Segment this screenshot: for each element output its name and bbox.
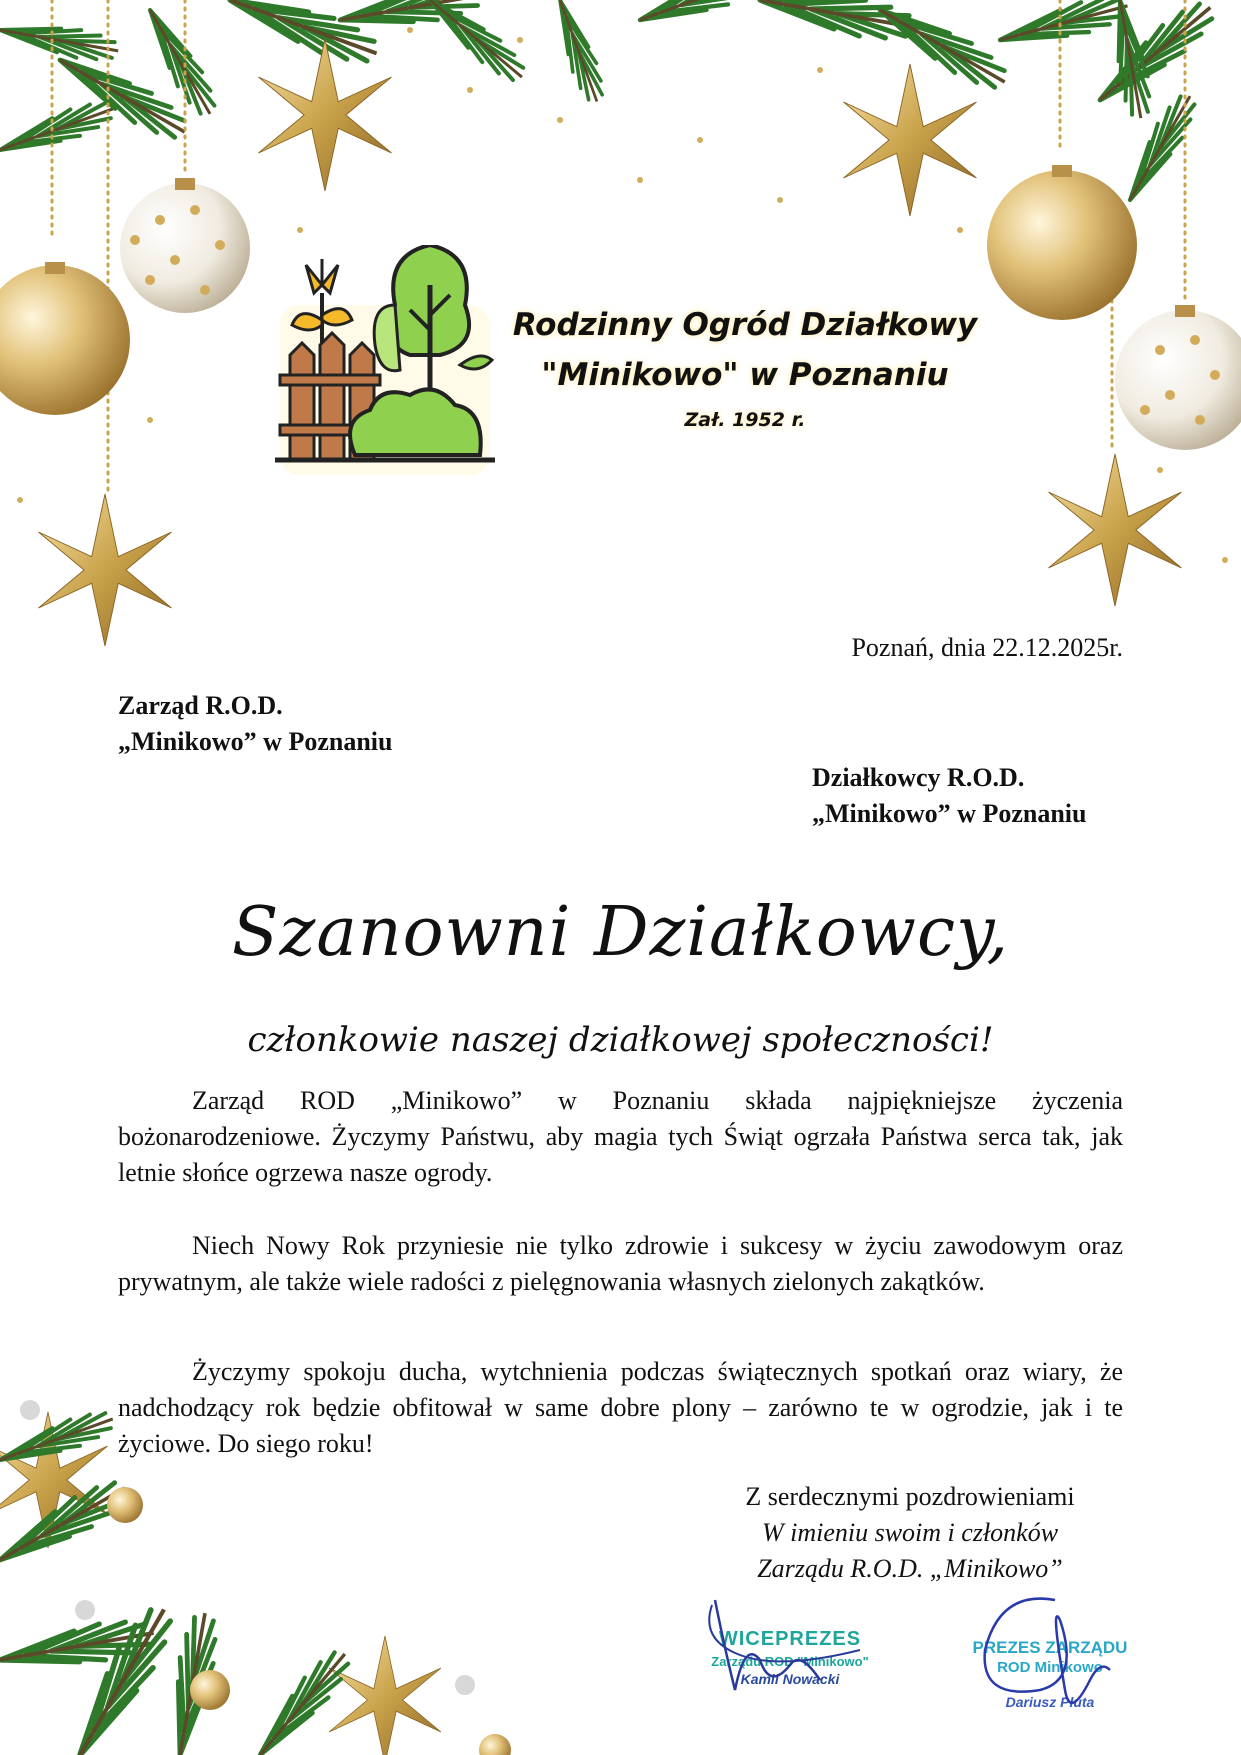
closing-line-1: Z serdecznymi pozdrowieniami bbox=[745, 1482, 1075, 1511]
logo-founded: Zał. 1952 r. bbox=[684, 409, 806, 431]
recipient-block bbox=[812, 760, 1087, 832]
president-stamp-title: PREZES ZARZĄDU bbox=[972, 1638, 1128, 1657]
sender-line-2: „Minikowo” w Poznaniu bbox=[118, 727, 393, 756]
letter-date: Poznań, dnia 22.12.2025r. bbox=[851, 633, 1123, 662]
body-paragraph-1: Zarząd ROD „Minikowo” w Poznaniu składa najpiękniejsze życzenia bożonarodzeniowe. Życzymy Państwu, aby magia tych Świąt ogrzała Państwa serca tak, jak letnie słońce ogrzewa nasze ogrody. bbox=[118, 1086, 1123, 1187]
president-stamp-org: ROD Minikowo bbox=[997, 1659, 1103, 1676]
garden-logo-icon bbox=[270, 245, 500, 475]
closing-line-2: W imieniu swoim i członków bbox=[761, 1518, 1059, 1547]
closing-block bbox=[700, 1479, 1120, 1587]
body-paragraph-2: Niech Nowy Rok przyniesie nie tylko zdrowie i sukcesy w życiu zawodowym oraz prywatnym, ale także wiele radości z pielęgnowania własnych zielonych zakątków. bbox=[118, 1231, 1123, 1296]
president-stamp bbox=[970, 1638, 1130, 1710]
closing-line-3: Zarządu R.O.D. „Minikowo” bbox=[757, 1554, 1063, 1583]
garden-logo bbox=[270, 245, 990, 475]
body-paragraph-3: Życzymy spokoju ducha, wytchnienia podczas świątecznych spotkań oraz wiary, że nadchodzący rok będzie obfitował w same dobre plony – zarówno te w ogrodzie, jak i te życiowe. Do siego roku! bbox=[118, 1357, 1123, 1458]
vice-president-stamp bbox=[690, 1628, 890, 1687]
greeting-title: Szanowni Działkowcy, bbox=[231, 893, 1010, 972]
logo-subtitle: "Minikowo" w Poznaniu bbox=[541, 357, 949, 393]
recipient-line-2: „Minikowo” w Poznaniu bbox=[812, 799, 1087, 828]
logo-title: Rodzinny Ogród Działkowy bbox=[512, 307, 978, 343]
greeting-subtitle: członkowie naszej działkowej społeczności! bbox=[247, 1020, 994, 1060]
vice-stamp-org: Zarządu ROD "Minikowo" bbox=[711, 1654, 869, 1669]
sender-block bbox=[118, 688, 393, 760]
sender-line-1: Zarząd R.O.D. bbox=[118, 691, 283, 720]
recipient-line-1: Działkowcy R.O.D. bbox=[812, 763, 1025, 792]
vice-stamp-name: Kamil Nowacki bbox=[740, 1671, 840, 1687]
vice-stamp-title: WICEPREZES bbox=[718, 1628, 862, 1650]
president-stamp-name: Dariusz Pluta bbox=[1005, 1694, 1095, 1710]
pine-branches-top bbox=[0, 0, 1221, 207]
garden-logo-text bbox=[510, 300, 980, 440]
